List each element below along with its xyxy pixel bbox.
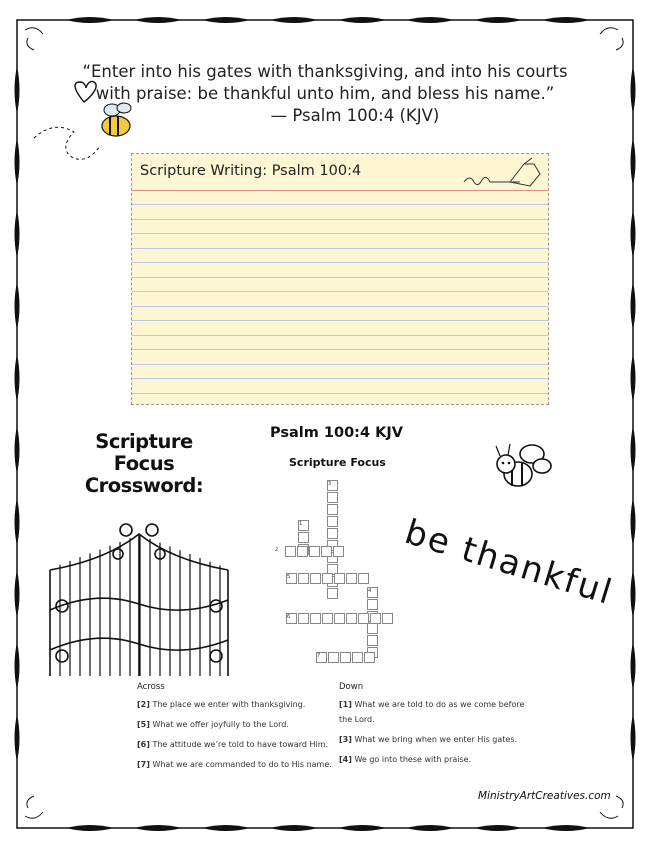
crossword-cell[interactable] xyxy=(367,623,378,634)
card-ruled-line xyxy=(132,233,548,234)
frame-ornament xyxy=(270,825,318,831)
crossword-cell[interactable] xyxy=(352,652,363,663)
down-heading: Down xyxy=(339,682,364,692)
frame-ornament xyxy=(474,17,522,23)
crossword-clue-number: 4 xyxy=(368,588,372,594)
frame-ornament xyxy=(542,17,590,23)
crossword-cell[interactable] xyxy=(321,546,332,557)
crossword-cell[interactable] xyxy=(346,573,357,584)
down-clues xyxy=(339,682,539,767)
frame-ornament xyxy=(631,498,636,546)
gate-icon xyxy=(46,520,232,676)
frame-ornament xyxy=(66,17,114,23)
scripture-writing-card xyxy=(131,153,549,405)
frame-ornament xyxy=(631,354,636,402)
frame-ornament xyxy=(15,354,20,402)
frame-ornament xyxy=(338,17,386,23)
clue-item xyxy=(137,737,332,752)
writing-card-title: Scripture Writing: Psalm 100:4 xyxy=(140,163,362,179)
crossword-cell[interactable] xyxy=(334,613,345,624)
crossword-cell[interactable] xyxy=(285,546,296,557)
card-ruled-line xyxy=(132,306,548,307)
brand-logo-text: MinistryArtCreatives.com xyxy=(478,790,611,802)
clue-item xyxy=(137,757,332,772)
clue-number: [5] xyxy=(137,720,150,729)
frame-ornament xyxy=(631,138,636,186)
frame-ornament xyxy=(631,426,636,474)
clue-text: What we offer joyfully to the Lord. xyxy=(152,720,289,729)
clue-number: [4] xyxy=(339,755,352,764)
crossword-cell[interactable] xyxy=(367,635,378,646)
frame-ornament xyxy=(631,570,636,618)
card-ruled-line xyxy=(132,349,548,350)
card-ruled-line xyxy=(132,248,548,249)
frame-ornament xyxy=(202,17,250,23)
crossword-clue-number: 2 xyxy=(275,547,279,553)
frame-ornament xyxy=(15,498,20,546)
clue-item xyxy=(339,697,539,727)
frame-ornament xyxy=(202,825,250,831)
crossword-cell[interactable] xyxy=(310,613,321,624)
crossword-heading-line-1: Scripture xyxy=(95,430,193,453)
crossword-cell[interactable] xyxy=(382,613,393,624)
across-clues xyxy=(137,682,332,772)
clue-item xyxy=(339,752,539,767)
clue-text: We go into these with praise. xyxy=(354,755,472,764)
card-ruled-line xyxy=(132,335,548,336)
clue-text: What we are told to do as we come before the Lord. xyxy=(339,700,525,724)
crossword-cell[interactable] xyxy=(322,573,333,584)
card-ruled-line xyxy=(132,393,548,394)
across-heading: Across xyxy=(137,682,165,692)
frame-ornament xyxy=(631,714,636,762)
crossword-heading-line-2: Focus xyxy=(113,452,175,475)
crossword-cell[interactable] xyxy=(310,573,321,584)
card-ruled-line xyxy=(132,378,548,379)
crossword-clue-number: 3 xyxy=(328,481,332,487)
pen-hand-icon xyxy=(460,156,544,190)
frame-ornament xyxy=(270,17,318,23)
frame-ornament xyxy=(631,642,636,690)
clue-number: [3] xyxy=(339,735,352,744)
card-ruled-line xyxy=(132,364,548,365)
crossword-subtitle: Scripture Focus xyxy=(289,456,386,469)
crossword-cell[interactable] xyxy=(370,613,381,624)
frame-ornament xyxy=(406,17,454,23)
crossword-cell[interactable] xyxy=(327,516,338,527)
clue-item xyxy=(137,697,332,712)
quote-line-2: with praise: be thankful unto him, and bless his name.” xyxy=(95,84,555,103)
card-ruled-line xyxy=(132,320,548,321)
frame-ornament xyxy=(15,570,20,618)
card-header-line xyxy=(132,190,548,191)
crossword-cell[interactable] xyxy=(364,652,375,663)
crossword-cell[interactable] xyxy=(297,546,308,557)
clue-text: The place we enter with thanksgiving. xyxy=(152,700,306,709)
frame-ornament xyxy=(542,825,590,831)
frame-ornament xyxy=(15,210,20,258)
clue-number: [2] xyxy=(137,700,150,709)
frame-ornament xyxy=(631,282,636,330)
crossword-cell[interactable] xyxy=(298,532,309,543)
bee-icon xyxy=(30,98,140,168)
clue-text: What we are commanded to do to His name. xyxy=(152,760,332,769)
clue-item xyxy=(137,717,332,732)
crossword-cell[interactable] xyxy=(358,613,369,624)
clue-text: The attitude we’re told to have toward Him. xyxy=(152,740,329,749)
crossword-clue-number: 6 xyxy=(287,614,291,620)
crossword-cell[interactable] xyxy=(322,613,333,624)
quote-reference: — Psalm 100:4 (KJV) xyxy=(270,106,440,125)
crossword-cell[interactable] xyxy=(340,652,351,663)
crossword-cell[interactable] xyxy=(327,504,338,515)
frame-ornament xyxy=(406,825,454,831)
frame-ornament xyxy=(15,426,20,474)
crossword-cell[interactable] xyxy=(328,652,339,663)
crossword-heading-line-3: Crossword: xyxy=(84,474,204,497)
clue-item xyxy=(339,732,539,747)
frame-ornament xyxy=(66,825,114,831)
bee-icon xyxy=(488,434,558,504)
clue-text: What we bring when we enter His gates. xyxy=(354,735,518,744)
frame-ornament xyxy=(15,138,20,186)
be-thankful-text: be thankful xyxy=(400,512,618,614)
crossword-heading xyxy=(74,431,214,497)
card-ruled-line xyxy=(132,219,548,220)
clue-number: [6] xyxy=(137,740,150,749)
crossword-clue-number: 1 xyxy=(299,521,303,527)
frame-ornament xyxy=(338,825,386,831)
crossword-cell[interactable] xyxy=(327,492,338,503)
crossword-cell[interactable] xyxy=(333,546,344,557)
crossword-clue-number: 5 xyxy=(287,574,291,580)
crossword-cell[interactable] xyxy=(298,613,309,624)
frame-ornament xyxy=(15,642,20,690)
frame-ornament xyxy=(134,825,182,831)
crossword-cell[interactable] xyxy=(367,599,378,610)
crossword-cell[interactable] xyxy=(309,546,320,557)
card-ruled-line xyxy=(132,262,548,263)
frame-ornament xyxy=(631,210,636,258)
crossword-psalm-title: Psalm 100:4 KJV xyxy=(270,425,403,441)
crossword-cell[interactable] xyxy=(334,573,345,584)
clue-number: [7] xyxy=(137,760,150,769)
crossword-cell[interactable] xyxy=(327,588,338,599)
clue-number: [1] xyxy=(339,700,352,709)
crossword-cell[interactable] xyxy=(346,613,357,624)
frame-ornament xyxy=(474,825,522,831)
card-ruled-line xyxy=(132,204,548,205)
crossword-cell[interactable] xyxy=(298,573,309,584)
frame-ornament xyxy=(134,17,182,23)
frame-ornament xyxy=(15,282,20,330)
crossword-cell[interactable] xyxy=(327,528,338,539)
quote-line-1: “Enter into his gates with thanksgiving, and into his courts xyxy=(82,62,568,81)
frame-ornament xyxy=(15,714,20,762)
crossword-clue-number: 7 xyxy=(317,653,321,659)
card-ruled-line xyxy=(132,291,548,292)
card-ruled-line xyxy=(132,277,548,278)
crossword-cell[interactable] xyxy=(358,573,369,584)
